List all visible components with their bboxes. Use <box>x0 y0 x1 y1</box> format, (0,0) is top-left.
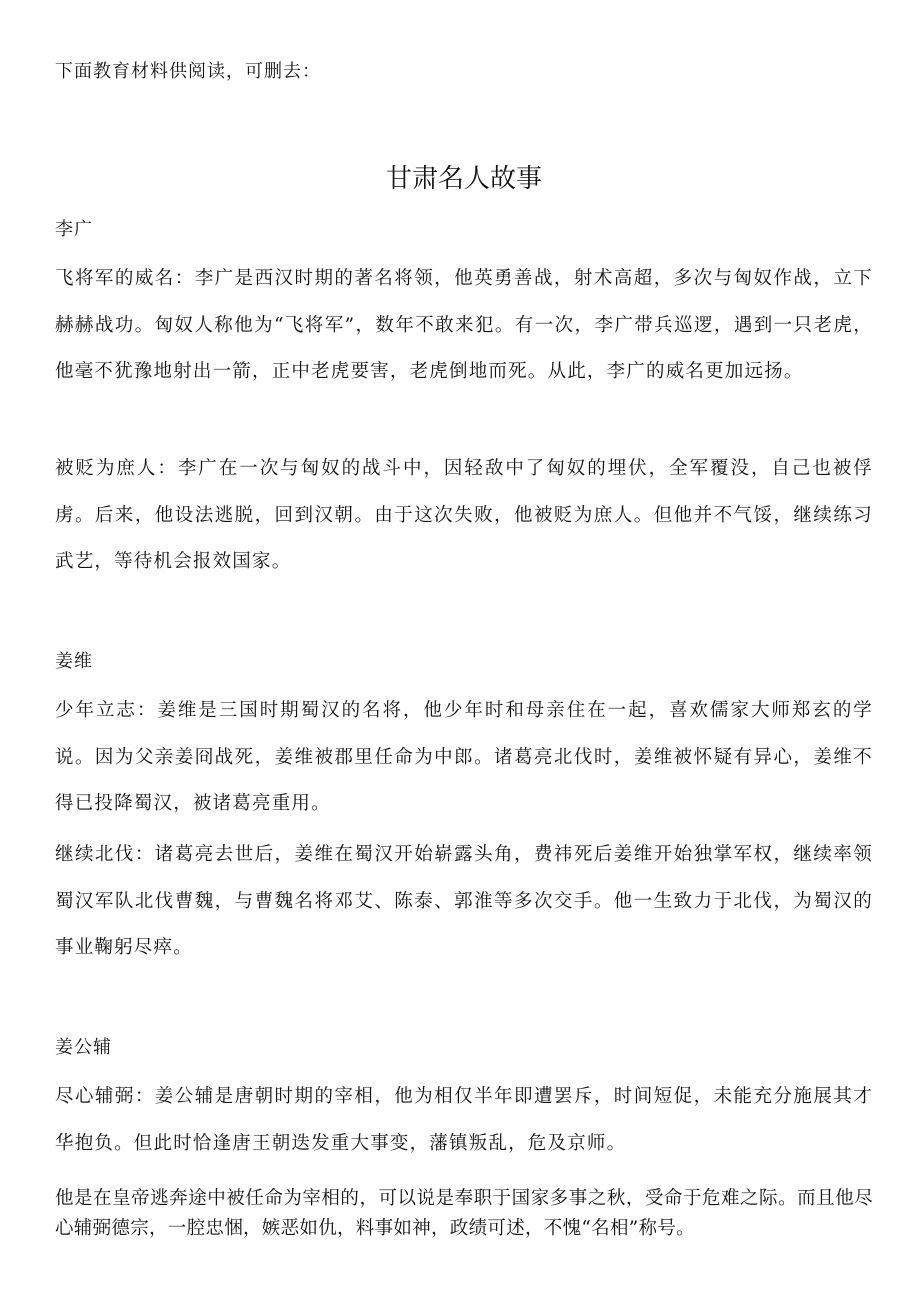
section-paragraph: 尽心辅弼：姜公辅是唐朝时期的宰相，他为相仅半年即遭罢斥，时间短促，未能充分施展其才华抱负。但此时恰逢唐王朝迭发重大事变，藩镇叛乱，危及京师。 <box>55 1086 873 1154</box>
section-heading: 姜公辅 <box>55 1037 112 1058</box>
section-heading: 姜维 <box>55 651 93 672</box>
section-paragraph: 他是在皇帝逃奔途中被任命为宰相的，可以说是奉职于国家多事之秋，受命于危难之际。而且他尽心辅弼德宗，一腔忠悃，嫉恶如仇，料事如神，政绩可述，不愧“名相”称号。 <box>55 1188 873 1239</box>
section-heading: 李广 <box>55 219 93 240</box>
section-paragraph: 继续北伐：诸葛亮去世后，姜维在蜀汉开始崭露头角，费祎死后姜维开始独掌军权，继续率领蜀汉军队北伐曹魏，与曹魏名将邓艾、陈泰、郭淮等多次交手。他一生致力于北伐，为蜀汉的事业鞠躬尽瘁。 <box>55 844 873 958</box>
section-paragraph: 少年立志：姜维是三国时期蜀汉的名将，他少年时和母亲住在一起，喜欢儒家大师郑玄的学说。因为父亲姜冏战死，姜维被郡里任命为中郎。诸葛亮北伐时，姜维被怀疑有异心，姜维不得已投降蜀汉，被诸葛亮重用。 <box>55 700 873 814</box>
section-paragraph: 飞将军的威名：李广是西汉时期的著名将领，他英勇善战，射术高超，多次与匈奴作战，立下赫赫战功。匈奴人称他为“飞将军”，数年不敢来犯。有一次，李广带兵巡逻，遇到一只老虎，他毫不犹豫地射出一箭，正中老虎要害，老虎倒地而死。从此，李广的威名更加远扬。 <box>55 268 873 382</box>
page-title: 甘肃名人故事 <box>385 164 542 194</box>
section-paragraph: 被贬为庶人：李广在一次与匈奴的战斗中，因轻敌中了匈奴的埋伏，全军覆没，自己也被俘虏。后来，他设法逃脱，回到汉朝。由于这次失败，他被贬为庶人。但他并不气馁，继续练习武艺，等待机会报效国家。 <box>55 458 873 572</box>
intro-note: 下面教育材料供阅读，可删去： <box>55 61 321 82</box>
